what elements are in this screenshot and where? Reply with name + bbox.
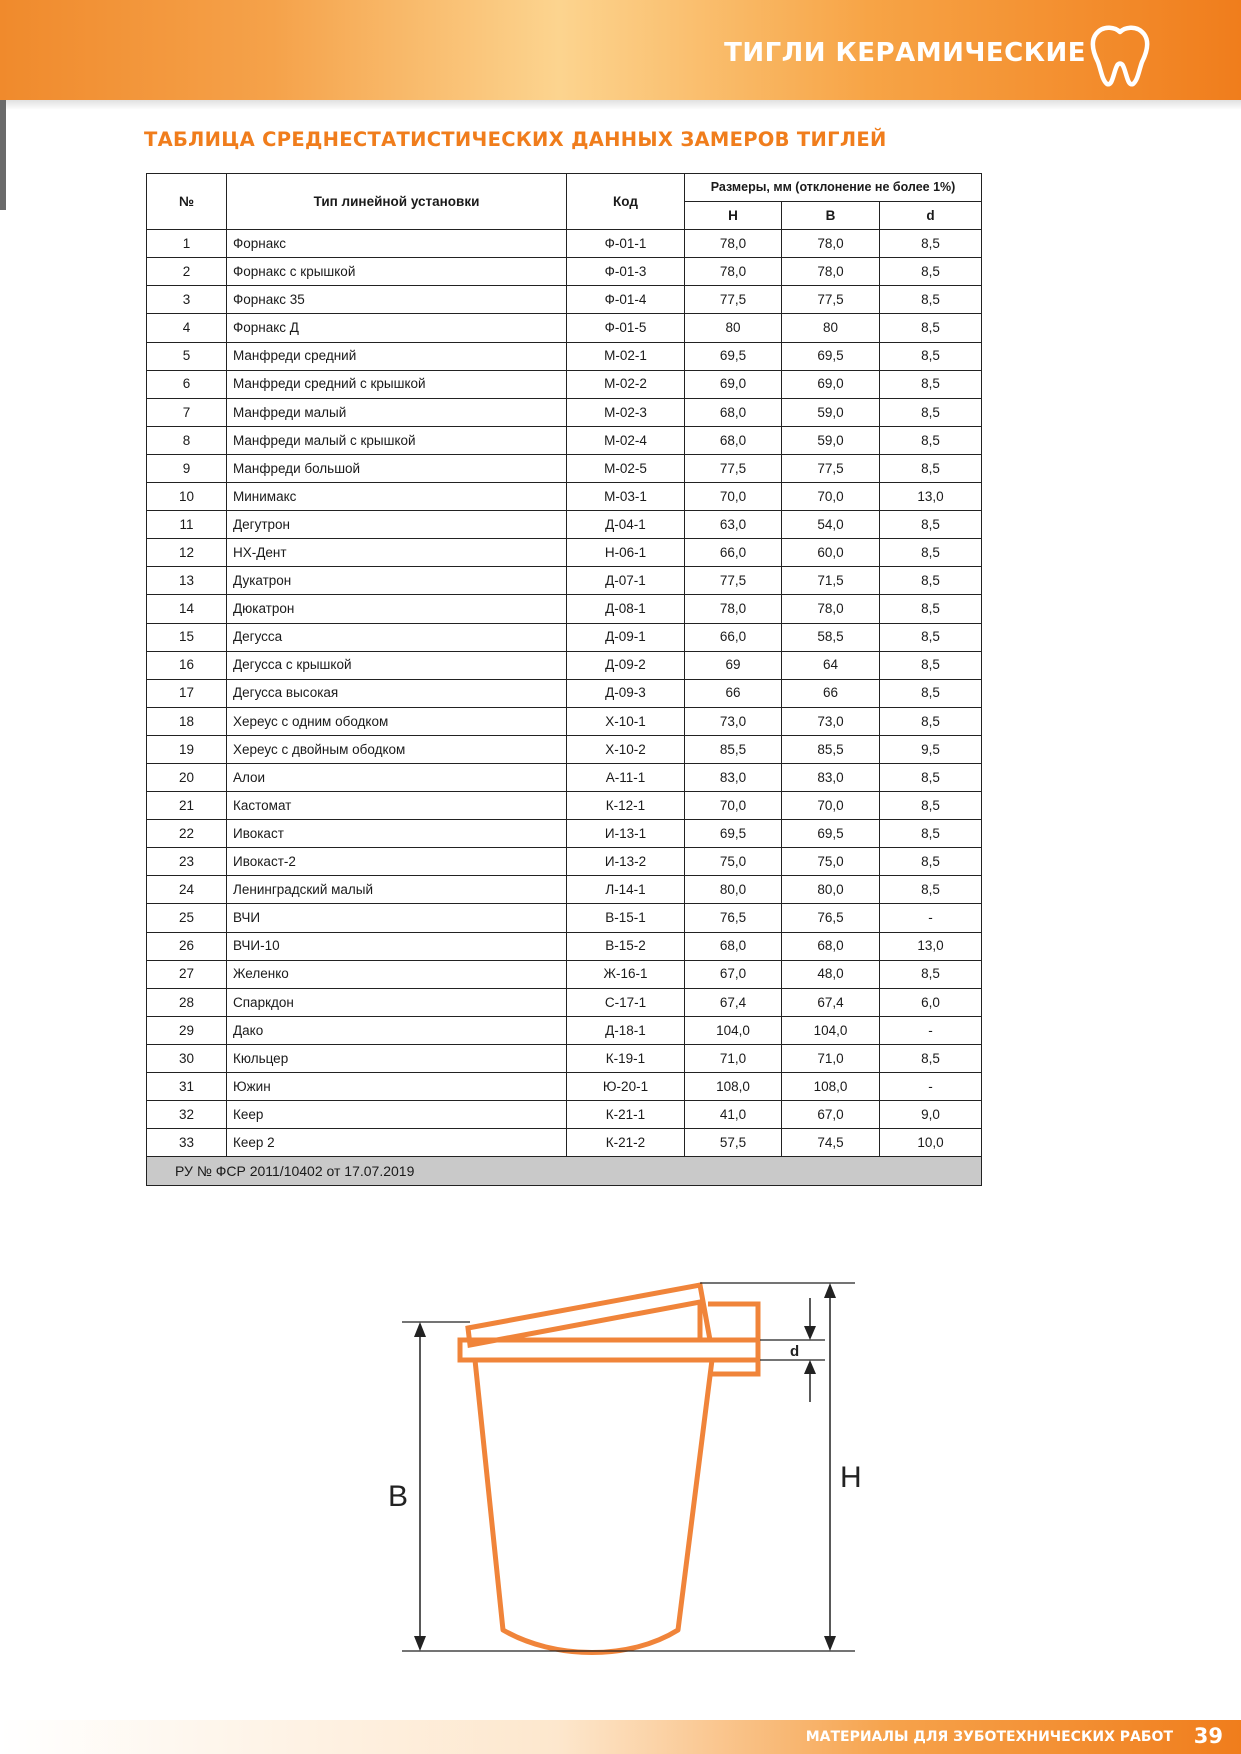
crucible-dimensions-table xyxy=(146,173,982,1186)
row-code: М-03-1 xyxy=(567,483,685,511)
row-d: 8,5 xyxy=(880,258,982,286)
table-row xyxy=(147,792,982,820)
row-num: 32 xyxy=(147,1101,227,1129)
row-b: 80,0 xyxy=(782,876,880,904)
table-row xyxy=(147,735,982,763)
crucible-rim xyxy=(460,1340,758,1360)
h-arrow-top xyxy=(824,1283,836,1298)
row-h: 104,0 xyxy=(685,1016,782,1044)
row-code: К-21-1 xyxy=(567,1101,685,1129)
row-code: И-13-2 xyxy=(567,848,685,876)
table-row xyxy=(147,258,982,286)
row-b: 73,0 xyxy=(782,707,880,735)
row-h: 68,0 xyxy=(685,932,782,960)
row-d: 8,5 xyxy=(880,820,982,848)
table-row xyxy=(147,820,982,848)
header-shadow xyxy=(0,100,1241,110)
row-num: 14 xyxy=(147,595,227,623)
row-d: 8,5 xyxy=(880,230,982,258)
footer-section-title: МАТЕРИАЛЫ ДЛЯ ЗУБОТЕХНИЧЕСКИХ РАБОТ xyxy=(805,1729,1173,1745)
header-dimensions: Размеры, мм (отклонение не более 1%) xyxy=(685,174,982,202)
table-row xyxy=(147,567,982,595)
row-b: 59,0 xyxy=(782,398,880,426)
row-b: 48,0 xyxy=(782,960,880,988)
row-code: Д-09-2 xyxy=(567,651,685,679)
row-h: 83,0 xyxy=(685,763,782,791)
row-code: И-13-1 xyxy=(567,820,685,848)
row-num: 18 xyxy=(147,707,227,735)
row-code: Ф-01-3 xyxy=(567,258,685,286)
row-num: 25 xyxy=(147,904,227,932)
table-row xyxy=(147,960,982,988)
table-row xyxy=(147,1044,982,1072)
row-d: 8,5 xyxy=(880,370,982,398)
row-code: Д-08-1 xyxy=(567,595,685,623)
row-h: 67,4 xyxy=(685,988,782,1016)
row-h: 80 xyxy=(685,314,782,342)
row-type: Кастомат xyxy=(227,792,567,820)
table-row xyxy=(147,1016,982,1044)
row-d: 8,5 xyxy=(880,1044,982,1072)
page-number: 39 xyxy=(1193,1724,1223,1748)
row-d: 9,5 xyxy=(880,735,982,763)
row-d: 8,5 xyxy=(880,342,982,370)
row-b: 64 xyxy=(782,651,880,679)
row-h: 63,0 xyxy=(685,511,782,539)
row-num: 3 xyxy=(147,286,227,314)
h-label: H xyxy=(840,1461,862,1494)
row-d: - xyxy=(880,1016,982,1044)
table-row xyxy=(147,848,982,876)
row-b: 69,5 xyxy=(782,820,880,848)
row-h: 70,0 xyxy=(685,792,782,820)
row-num: 5 xyxy=(147,342,227,370)
row-d: 8,5 xyxy=(880,876,982,904)
table-row xyxy=(147,988,982,1016)
b-label: B xyxy=(388,1480,409,1513)
row-d: 8,5 xyxy=(880,707,982,735)
crucible-diagram xyxy=(380,1270,880,1670)
row-num: 12 xyxy=(147,539,227,567)
row-type: Дукатрон xyxy=(227,567,567,595)
row-type: ВЧИ xyxy=(227,904,567,932)
row-h: 78,0 xyxy=(685,258,782,286)
row-h: 77,5 xyxy=(685,567,782,595)
row-type: Хереус с двойным ободком xyxy=(227,735,567,763)
table-row xyxy=(147,595,982,623)
header-h: H xyxy=(685,202,782,230)
header-b: B xyxy=(782,202,880,230)
row-h: 66,0 xyxy=(685,539,782,567)
row-type: Ивокаст-2 xyxy=(227,848,567,876)
row-b: 75,0 xyxy=(782,848,880,876)
row-h: 67,0 xyxy=(685,960,782,988)
row-code: Ф-01-5 xyxy=(567,314,685,342)
row-num: 19 xyxy=(147,735,227,763)
row-b: 74,5 xyxy=(782,1129,880,1157)
row-type: Манфреди средний xyxy=(227,342,567,370)
row-type: Дегусса xyxy=(227,623,567,651)
row-d: 8,5 xyxy=(880,763,982,791)
row-code: А-11-1 xyxy=(567,763,685,791)
row-b: 71,0 xyxy=(782,1044,880,1072)
row-h: 69,0 xyxy=(685,370,782,398)
row-num: 7 xyxy=(147,398,227,426)
row-num: 20 xyxy=(147,763,227,791)
row-h: 66 xyxy=(685,679,782,707)
row-num: 26 xyxy=(147,932,227,960)
row-b: 69,5 xyxy=(782,342,880,370)
row-b: 60,0 xyxy=(782,539,880,567)
table-row xyxy=(147,286,982,314)
row-type: Форнакс с крышкой xyxy=(227,258,567,286)
table-row xyxy=(147,426,982,454)
table-row xyxy=(147,623,982,651)
row-d: 8,5 xyxy=(880,595,982,623)
row-type: Минимакс xyxy=(227,483,567,511)
row-type: Кеер xyxy=(227,1101,567,1129)
row-b: 78,0 xyxy=(782,258,880,286)
row-h: 77,5 xyxy=(685,454,782,482)
row-d: 8,5 xyxy=(880,426,982,454)
row-h: 77,5 xyxy=(685,286,782,314)
row-type: Желенко xyxy=(227,960,567,988)
row-num: 8 xyxy=(147,426,227,454)
row-h: 71,0 xyxy=(685,1044,782,1072)
row-b: 77,5 xyxy=(782,286,880,314)
row-h: 108,0 xyxy=(685,1073,782,1101)
row-type: Дегусса с крышкой xyxy=(227,651,567,679)
row-b: 85,5 xyxy=(782,735,880,763)
row-b: 83,0 xyxy=(782,763,880,791)
header-num: № xyxy=(147,174,227,230)
row-num: 6 xyxy=(147,370,227,398)
row-num: 21 xyxy=(147,792,227,820)
row-d: 9,0 xyxy=(880,1101,982,1129)
row-num: 29 xyxy=(147,1016,227,1044)
row-b: 108,0 xyxy=(782,1073,880,1101)
row-type: Дегусса высокая xyxy=(227,679,567,707)
row-b: 67,4 xyxy=(782,988,880,1016)
row-b: 58,5 xyxy=(782,623,880,651)
row-type: Кеер 2 xyxy=(227,1129,567,1157)
row-num: 28 xyxy=(147,988,227,1016)
section-title: ТИГЛИ КЕРАМИЧЕСКИЕ xyxy=(724,38,1086,68)
row-num: 13 xyxy=(147,567,227,595)
row-type: Манфреди большой xyxy=(227,454,567,482)
row-type: Форнакс 35 xyxy=(227,286,567,314)
row-b: 66 xyxy=(782,679,880,707)
d-arrow-top xyxy=(804,1326,816,1340)
row-code: Д-04-1 xyxy=(567,511,685,539)
row-type: Манфреди средний с крышкой xyxy=(227,370,567,398)
table-row xyxy=(147,763,982,791)
table-row xyxy=(147,230,982,258)
row-b: 104,0 xyxy=(782,1016,880,1044)
table-row xyxy=(147,707,982,735)
row-type: Алои xyxy=(227,763,567,791)
row-code: М-02-2 xyxy=(567,370,685,398)
table-body xyxy=(147,230,982,1157)
row-d: 10,0 xyxy=(880,1129,982,1157)
row-h: 80,0 xyxy=(685,876,782,904)
table-row xyxy=(147,539,982,567)
row-code: К-21-2 xyxy=(567,1129,685,1157)
row-type: Форнакс xyxy=(227,230,567,258)
row-type: Манфреди малый с крышкой xyxy=(227,426,567,454)
b-arrow-bottom xyxy=(414,1636,426,1651)
row-b: 59,0 xyxy=(782,426,880,454)
row-h: 69,5 xyxy=(685,342,782,370)
row-d: 8,5 xyxy=(880,539,982,567)
row-code: Ю-20-1 xyxy=(567,1073,685,1101)
row-num: 15 xyxy=(147,623,227,651)
d-arrow-bottom xyxy=(804,1360,816,1374)
row-code: Д-07-1 xyxy=(567,567,685,595)
row-h: 68,0 xyxy=(685,426,782,454)
row-d: 8,5 xyxy=(880,679,982,707)
table-row xyxy=(147,483,982,511)
header-code: Код xyxy=(567,174,685,230)
row-code: Д-09-1 xyxy=(567,623,685,651)
row-d: 8,5 xyxy=(880,848,982,876)
row-code: Ж-16-1 xyxy=(567,960,685,988)
table-row xyxy=(147,1101,982,1129)
row-h: 70,0 xyxy=(685,483,782,511)
row-type: Спаркдон xyxy=(227,988,567,1016)
table-row xyxy=(147,679,982,707)
row-type: ВЧИ-10 xyxy=(227,932,567,960)
row-code: Д-18-1 xyxy=(567,1016,685,1044)
header-d: d xyxy=(880,202,982,230)
crucible-lid xyxy=(468,1285,710,1345)
row-h: 85,5 xyxy=(685,735,782,763)
row-b: 76,5 xyxy=(782,904,880,932)
table-row xyxy=(147,932,982,960)
row-num: 10 xyxy=(147,483,227,511)
row-num: 22 xyxy=(147,820,227,848)
row-b: 70,0 xyxy=(782,792,880,820)
row-code: К-12-1 xyxy=(567,792,685,820)
row-type: Южин xyxy=(227,1073,567,1101)
row-code: М-02-1 xyxy=(567,342,685,370)
row-h: 75,0 xyxy=(685,848,782,876)
table-row xyxy=(147,876,982,904)
table-row xyxy=(147,454,982,482)
row-type: Кюльцер xyxy=(227,1044,567,1072)
row-num: 1 xyxy=(147,230,227,258)
row-code: В-15-2 xyxy=(567,932,685,960)
row-b: 80 xyxy=(782,314,880,342)
row-d: 8,5 xyxy=(880,651,982,679)
row-d: 8,5 xyxy=(880,960,982,988)
row-h: 66,0 xyxy=(685,623,782,651)
row-h: 68,0 xyxy=(685,398,782,426)
d-label: d xyxy=(790,1343,800,1360)
row-b: 77,5 xyxy=(782,454,880,482)
row-d: 8,5 xyxy=(880,314,982,342)
row-b: 54,0 xyxy=(782,511,880,539)
tooth-icon xyxy=(1086,20,1154,90)
row-num: 2 xyxy=(147,258,227,286)
row-num: 11 xyxy=(147,511,227,539)
row-b: 71,5 xyxy=(782,567,880,595)
table-row xyxy=(147,1073,982,1101)
crucible-body xyxy=(475,1360,712,1653)
row-b: 68,0 xyxy=(782,932,880,960)
row-code: Х-10-2 xyxy=(567,735,685,763)
row-type: Дюкатрон xyxy=(227,595,567,623)
page-title: ТАБЛИЦА СРЕДНЕСТАТИСТИЧЕСКИХ ДАННЫХ ЗАМЕРОВ ТИГЛЕЙ xyxy=(144,128,887,151)
h-arrow-bottom xyxy=(824,1636,836,1651)
row-type: Манфреди малый xyxy=(227,398,567,426)
header-type: Тип линейной установки xyxy=(227,174,567,230)
row-d: 6,0 xyxy=(880,988,982,1016)
row-d: - xyxy=(880,1073,982,1101)
row-code: Д-09-3 xyxy=(567,679,685,707)
row-h: 78,0 xyxy=(685,230,782,258)
row-num: 23 xyxy=(147,848,227,876)
table-row xyxy=(147,651,982,679)
row-code: В-15-1 xyxy=(567,904,685,932)
row-h: 73,0 xyxy=(685,707,782,735)
row-num: 27 xyxy=(147,960,227,988)
row-b: 78,0 xyxy=(782,595,880,623)
row-code: Ф-01-4 xyxy=(567,286,685,314)
row-d: 13,0 xyxy=(880,483,982,511)
row-num: 24 xyxy=(147,876,227,904)
row-type: Форнакс Д xyxy=(227,314,567,342)
row-d: 8,5 xyxy=(880,623,982,651)
row-d: 8,5 xyxy=(880,567,982,595)
row-b: 78,0 xyxy=(782,230,880,258)
b-arrow-top xyxy=(414,1322,426,1337)
row-code: Х-10-1 xyxy=(567,707,685,735)
table-row xyxy=(147,398,982,426)
row-type: Ивокаст xyxy=(227,820,567,848)
row-type: Хереус с одним ободком xyxy=(227,707,567,735)
side-marker xyxy=(0,100,6,210)
row-d: 13,0 xyxy=(880,932,982,960)
table-row xyxy=(147,342,982,370)
row-num: 30 xyxy=(147,1044,227,1072)
row-d: 8,5 xyxy=(880,286,982,314)
row-type: НХ-Дент xyxy=(227,539,567,567)
row-type: Дегутрон xyxy=(227,511,567,539)
row-d: 8,5 xyxy=(880,398,982,426)
row-num: 33 xyxy=(147,1129,227,1157)
table-row xyxy=(147,904,982,932)
row-code: М-02-5 xyxy=(567,454,685,482)
row-b: 69,0 xyxy=(782,370,880,398)
table-row xyxy=(147,511,982,539)
row-h: 69,5 xyxy=(685,820,782,848)
row-code: Л-14-1 xyxy=(567,876,685,904)
row-num: 31 xyxy=(147,1073,227,1101)
row-d: 8,5 xyxy=(880,792,982,820)
table-row xyxy=(147,370,982,398)
row-b: 67,0 xyxy=(782,1101,880,1129)
row-h: 69 xyxy=(685,651,782,679)
row-num: 17 xyxy=(147,679,227,707)
row-code: Ф-01-1 xyxy=(567,230,685,258)
row-h: 41,0 xyxy=(685,1101,782,1129)
row-code: М-02-4 xyxy=(567,426,685,454)
table-row xyxy=(147,314,982,342)
row-h: 57,5 xyxy=(685,1129,782,1157)
row-h: 78,0 xyxy=(685,595,782,623)
row-code: С-17-1 xyxy=(567,988,685,1016)
registration-note: РУ № ФСР 2011/10402 от 17.07.2019 xyxy=(147,1157,982,1186)
row-h: 76,5 xyxy=(685,904,782,932)
row-d: 8,5 xyxy=(880,511,982,539)
row-code: М-02-3 xyxy=(567,398,685,426)
row-code: Н-06-1 xyxy=(567,539,685,567)
row-d: 8,5 xyxy=(880,454,982,482)
row-type: Ленинградский малый xyxy=(227,876,567,904)
row-num: 16 xyxy=(147,651,227,679)
row-b: 70,0 xyxy=(782,483,880,511)
row-code: К-19-1 xyxy=(567,1044,685,1072)
table-row xyxy=(147,1129,982,1157)
row-num: 4 xyxy=(147,314,227,342)
row-type: Дако xyxy=(227,1016,567,1044)
row-num: 9 xyxy=(147,454,227,482)
row-d: - xyxy=(880,904,982,932)
